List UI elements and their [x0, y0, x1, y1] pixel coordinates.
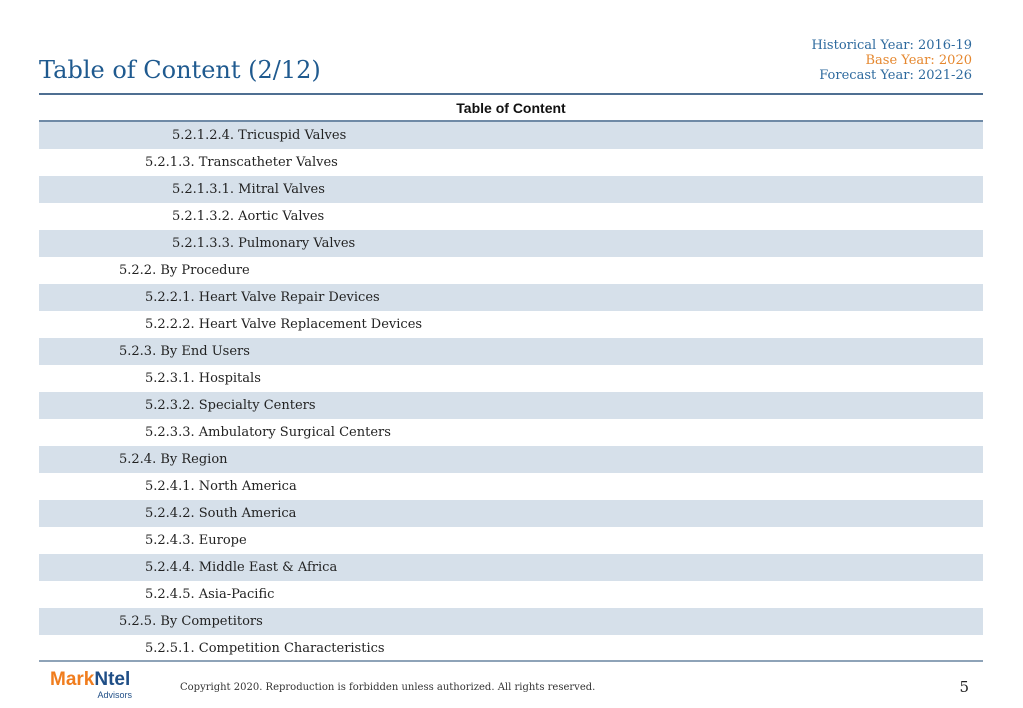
toc-row: 5.2.2. By Procedure	[39, 257, 983, 284]
toc-row: 5.2.3. By End Users	[39, 338, 983, 365]
toc-row: 5.2.4. By Region	[39, 446, 983, 473]
toc-row: 5.2.4.3. Europe	[39, 527, 983, 554]
title-divider	[39, 93, 983, 95]
forecast-year: Forecast Year: 2021-26	[819, 68, 972, 83]
logo-ntel-text: Ntel	[94, 669, 131, 690]
toc-row: 5.2.5. By Competitors	[39, 608, 983, 635]
marknetl-logo	[50, 670, 140, 704]
toc-row: 5.2.1.3. Transcatheter Valves	[39, 149, 983, 176]
toc-row: 5.2.5.1. Competition Characteristics	[39, 635, 983, 662]
toc-row: 5.2.2.2. Heart Valve Replacement Devices	[39, 311, 983, 338]
toc-rows	[39, 122, 983, 662]
toc-table	[39, 96, 983, 662]
toc-row: 5.2.1.2.4. Tricuspid Valves	[39, 122, 983, 149]
page-number: 5	[959, 678, 969, 696]
page-title: Table of Content (2/12)	[39, 56, 321, 84]
table-bottom-divider	[39, 660, 983, 662]
toc-row: 5.2.2.1. Heart Valve Repair Devices	[39, 284, 983, 311]
toc-row: 5.2.4.4. Middle East & Africa	[39, 554, 983, 581]
toc-row: 5.2.1.3.3. Pulmonary Valves	[39, 230, 983, 257]
logo-mark-text: Mark	[50, 669, 95, 690]
toc-row: 5.2.1.3.2. Aortic Valves	[39, 203, 983, 230]
copyright-notice: Copyright 2020. Reproduction is forbidden unless authorized. All rights reserved.	[180, 682, 596, 693]
toc-row: 5.2.3.1. Hospitals	[39, 365, 983, 392]
historical-year: Historical Year: 2016-19	[811, 38, 972, 53]
toc-header: Table of Content	[39, 96, 983, 122]
toc-row: 5.2.3.3. Ambulatory Surgical Centers	[39, 419, 983, 446]
base-year: Base Year: 2020	[865, 53, 972, 68]
toc-row: 5.2.3.2. Specialty Centers	[39, 392, 983, 419]
logo-subtitle: Advisors	[97, 690, 132, 700]
toc-row: 5.2.4.1. North America	[39, 473, 983, 500]
toc-row: 5.2.4.2. South America	[39, 500, 983, 527]
toc-row: 5.2.4.5. Asia-Pacific	[39, 581, 983, 608]
report-years	[732, 38, 972, 83]
toc-row: 5.2.1.3.1. Mitral Valves	[39, 176, 983, 203]
